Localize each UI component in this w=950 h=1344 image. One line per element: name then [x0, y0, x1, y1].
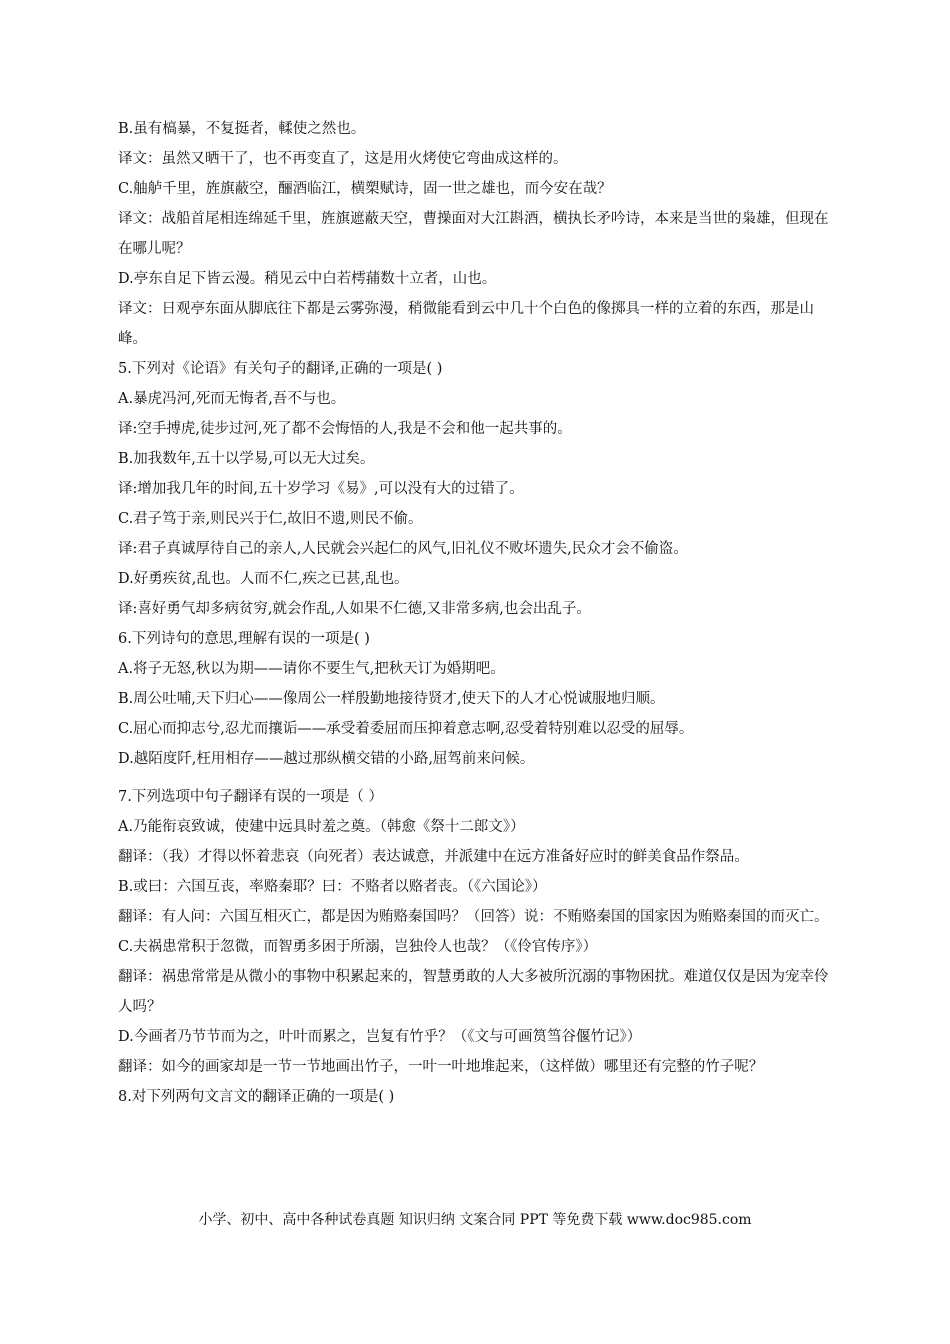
text-line: 译文：战船首尾相连绵延千里，旌旗遮蔽天空，曹操面对大江斟酒，横执长矛吟诗，本来是当世的枭雄，但现在在哪儿呢？ [118, 211, 829, 257]
document-body [118, 114, 830, 1112]
text-line: 译:空手搏虎,徒步过河,死了都不会悔悟的人,我是不会和他一起共事的。 [118, 421, 572, 437]
text-line: D.今画者乃节节而为之，叶叶而累之，岂复有竹乎？（《文与可画筼筜谷偃竹记》） [118, 1029, 642, 1045]
text-line: 翻译：（我）才得以怀着悲哀（向死者）表达诚意，并派建中在远方准备好应时的鲜美食品作祭品。 [118, 849, 749, 865]
text-line: B.加我数年,五十以学易,可以无大过矣。 [118, 451, 375, 467]
text-line: C.夫祸患常积于忽微，而智勇多困于所溺，岂独伶人也哉？（《伶官传序》） [118, 939, 598, 955]
text-line: 翻译：有人问：六国互相灭亡，都是因为贿赂秦国吗？（回答）说：不贿赂秦国的国家因为贿赂秦国的而灭亡。 [118, 909, 829, 925]
text-line: B.周公吐哺,天下归心——像周公一样殷勤地接待贤才,使天下的人才心悦诚服地归顺。 [118, 691, 665, 707]
question-heading: 5.下列对《论语》有关句子的翻译,正确的一项是( ) [118, 361, 443, 377]
text-line: B.或曰：六国互丧，率赂秦耶？曰：不赂者以赂者丧。（《六国论》） [118, 879, 547, 895]
text-line: 翻译：如今的画家却是一节一节地画出竹子，一叶一叶地堆起来，（这样做）哪里还有完整的竹子呢？ [118, 1059, 764, 1075]
question-heading: 8.对下列两句文言文的翻译正确的一项是( ) [118, 1089, 395, 1105]
text-line: A.暴虎冯河,死而无悔者,吾不与也。 [118, 391, 346, 407]
text-line: 译文：日观亭东面从脚底往下都是云雾弥漫，稍微能看到云中几十个白色的像掷具一样的立着的东西，那是山峰。 [118, 301, 814, 347]
text-line: D.越陌度阡,枉用相存——越过那纵横交错的小路,屈驾前来问候。 [118, 751, 535, 767]
page-footer: 小学、初中、高中各种试卷真题 知识归纳 文案合同 PPT 等免费下载 www.doc985.com [198, 1212, 752, 1228]
text-line: 译文：虽然又晒干了，也不再变直了，这是用火烤使它弯曲成这样的。 [118, 151, 568, 167]
question-heading: 6.下列诗句的意思,理解有误的一项是( ) [118, 631, 370, 647]
question-heading: 7.下列选项中句子翻译有误的一项是（ ） [118, 789, 383, 805]
text-line: C.舳舻千里，旌旗蔽空，酾酒临江，横槊赋诗，固一世之雄也，而今安在哉？ [118, 181, 612, 197]
text-line: D.好勇疾贫,乱也。人而不仁,疾之已甚,乱也。 [118, 571, 409, 587]
text-line: 译:喜好勇气却多病贫穷,就会作乱,人如果不仁德,又非常多病,也会出乱子。 [118, 601, 591, 617]
text-line: A.将子无怒,秋以为期——请你不要生气,把秋天订为婚期吧。 [118, 661, 505, 677]
text-line: C.屈心而抑志兮,忍尤而攘诟——承受着委屈而压抑着意志啊,忍受着特别难以忍受的屈辱。 [118, 721, 694, 737]
text-line: B.虽有槁暴，不复挺者，輮使之然也。 [118, 121, 366, 137]
text-line: 翻译：祸患常常是从微小的事物中积累起来的，智慧勇敢的人大多被所沉溺的事物困扰。难道仅仅是因为宠幸伶人吗？ [118, 969, 829, 1015]
text-line: D.亭东自足下皆云漫。稍见云中白若樗蒱数十立者，山也。 [118, 271, 497, 287]
text-line: C.君子笃于亲,则民兴于仁,故旧不遗,则民不偷。 [118, 511, 423, 527]
text-line: A.乃能衔哀致诚，使建中远具时羞之奠。（韩愈《祭十二郎文》） [118, 819, 525, 835]
text-line: 译:增加我几年的时间,五十岁学习《易》,可以没有大的过错了。 [118, 481, 524, 497]
text-line: 译:君子真诚厚待自己的亲人,人民就会兴起仁的风气,旧礼仪不败坏遗失,民众才会不偷盗。 [118, 541, 688, 557]
